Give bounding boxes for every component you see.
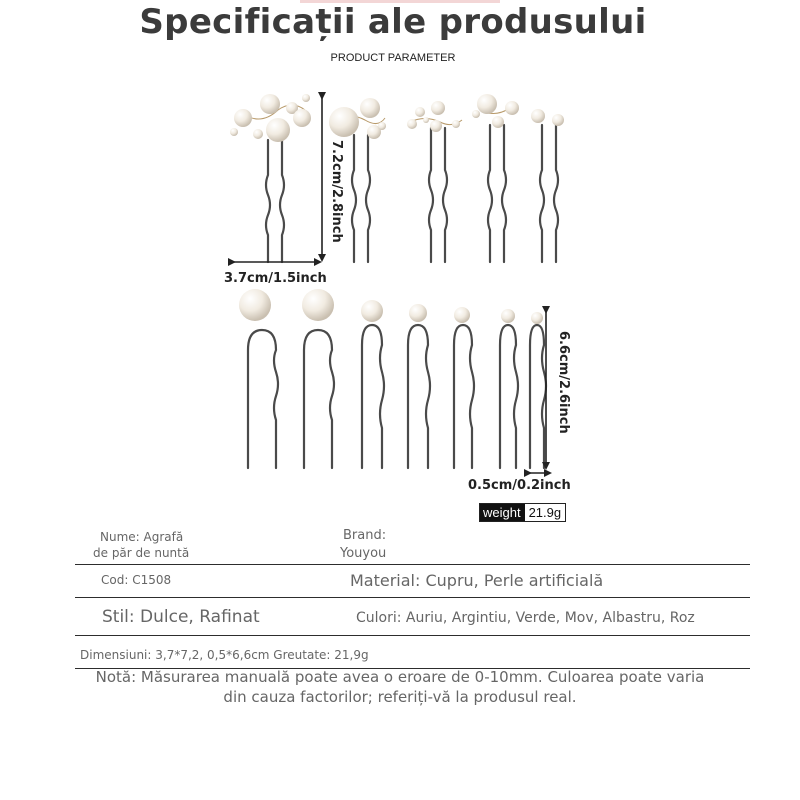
note-line-2: din cauza factorilor; referiți-vă la produsul real. xyxy=(223,688,577,706)
length-label-bottom: 6.6cm/2.6inch xyxy=(556,331,571,434)
spec-style: Stil: Dulce, Rafinat xyxy=(102,607,260,627)
spec-colors: Culori: Auriu, Argintiu, Verde, Mov, Albastru, Roz xyxy=(356,610,695,626)
spec-dimensions: Dimensiuni: 3,7*7,2, 0,5*6,6cm Greutate: 21,9g xyxy=(80,648,369,662)
spec-code: Cod: C1508 xyxy=(101,573,172,587)
spec-brand-label: Brand: xyxy=(343,528,387,543)
disclaimer-note xyxy=(60,667,740,707)
spec-material: Material: Cupru, Perle artificială xyxy=(350,571,604,590)
divider xyxy=(75,597,750,598)
weight-badge xyxy=(479,503,566,522)
weight-value: 21.9g xyxy=(525,504,566,521)
weight-label: weight xyxy=(480,504,525,521)
spec-name-label: Nume: Agrafă xyxy=(100,530,184,544)
length-label-top: 7.2cm/2.8inch xyxy=(329,140,344,243)
width-label-bottom: 0.5cm/0.2inch xyxy=(468,478,571,493)
spec-brand-value: Youyou xyxy=(340,546,387,561)
spec-name-value: de păr de nuntă xyxy=(93,546,190,560)
page-title: Specificații ale produsului xyxy=(139,2,647,42)
divider xyxy=(75,564,750,565)
page-subtitle: PRODUCT PARAMETER xyxy=(330,52,456,64)
divider xyxy=(75,635,750,636)
width-label-top: 3.7cm/1.5inch xyxy=(224,271,327,286)
note-line-1: Notă: Măsurarea manuală poate avea o eroare de 0-10mm. Culoarea poate varia xyxy=(95,668,705,686)
